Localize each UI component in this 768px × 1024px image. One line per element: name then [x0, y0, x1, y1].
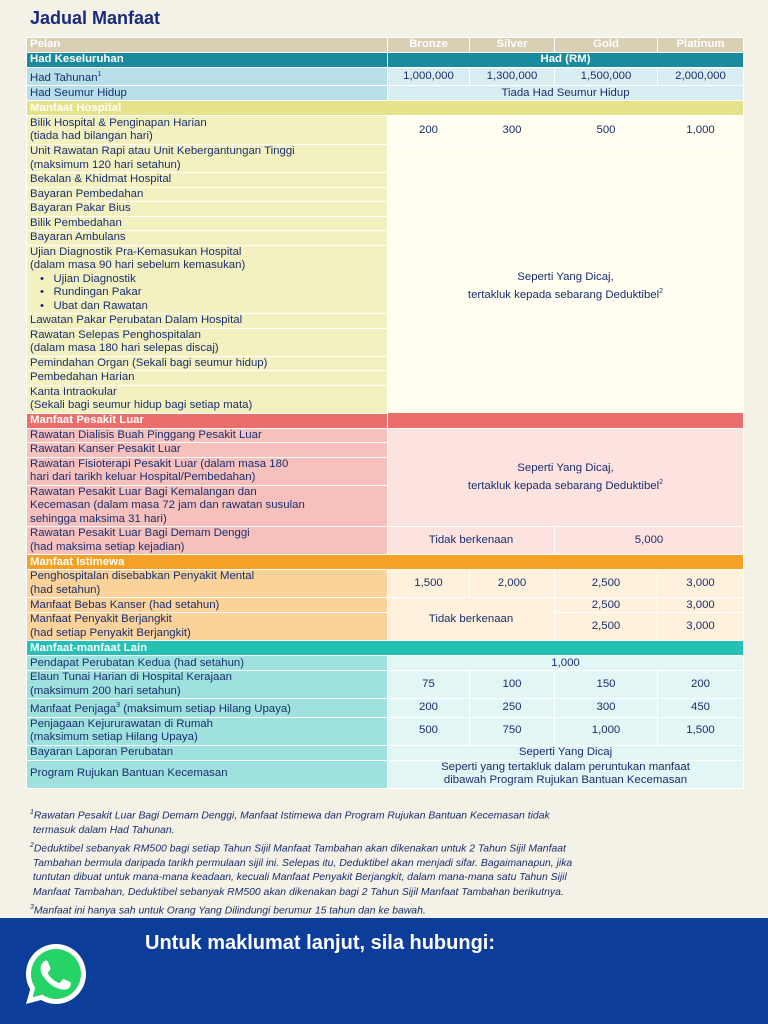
annual-limit-gold: 1,500,000	[555, 68, 658, 86]
mental-illness-gold: 2,500	[555, 570, 658, 598]
dengue-label: Rawatan Pesakit Luar Bagi Demam Denggi (had maksima setiap kejadian)	[27, 527, 388, 555]
organ-transplant-label: Pemindahan Organ (Sekali bagi seumur hidup)	[27, 356, 388, 371]
table-row	[27, 145, 744, 173]
header-gold: Gold	[555, 38, 658, 53]
table-row	[27, 86, 744, 101]
dengue-not-applicable: Tidak berkenaan	[388, 527, 555, 555]
post-hospital-label: Rawatan Selepas Penghospitalan (dalam masa 180 hari selepas discaj)	[27, 328, 388, 356]
physiotherapy-label: Rawatan Fisioterapi Pesakit Luar (dalam masa 180 hari dari tarikh keluar Hospital/Pembedahan)	[27, 457, 388, 485]
medical-report-label: Bayaran Laporan Perubatan	[27, 745, 388, 760]
table-row	[27, 699, 744, 717]
table-row	[27, 613, 744, 641]
section-overall-title: Had Keseluruhan	[27, 53, 388, 68]
operating-theatre-label: Bilik Pembedahan	[27, 216, 388, 231]
emergency-assistance-label: Program Rujukan Bantuan Kecemasan	[27, 760, 388, 788]
header-bronze: Bronze	[388, 38, 470, 53]
mental-illness-label: Penghospitalan disebabkan Penyakit Mental (had setahun)	[27, 570, 388, 598]
gov-hospital-cash-gold: 150	[555, 671, 658, 699]
special-not-applicable: Tidak berkenaan	[388, 598, 555, 641]
room-board-silver: 300	[470, 116, 555, 145]
intraocular-lens-label: Kanta Intraokular (Sekali bagi seumur hidup bagi setiap mata)	[27, 385, 388, 413]
infectious-disease-platinum: 3,000	[658, 613, 744, 641]
header-plan: Pelan	[27, 38, 388, 53]
gov-hospital-cash-bronze: 75	[388, 671, 470, 699]
bullet-item: • Rundingan Pakar	[40, 286, 142, 299]
dengue-value: 5,000	[555, 527, 744, 555]
hospital-as-charged: Seperti Yang Dicaj, tertakluk kepada sebarang Deduktibel$^2$	[388, 145, 744, 429]
hospital-supplies-label: Bekalan & Khidmat Hospital	[27, 173, 388, 188]
home-nursing-silver: 750	[470, 717, 555, 745]
section-hospital-title: Manfaat Hospital	[27, 101, 744, 116]
table-row	[27, 68, 744, 86]
page-title: Jadual Manfaat	[30, 8, 161, 28]
caregiver-bronze: 200	[388, 699, 470, 717]
gov-hospital-cash-platinum: 200	[658, 671, 744, 699]
table-row	[27, 570, 744, 598]
day-surgery-label: Pembedahan Harian	[27, 371, 388, 386]
dialysis-label: Rawatan Dialisis Buah Pinggang Pesakit Luar	[27, 428, 388, 443]
pre-admission-label: Ujian Diagnostik Pra-Kemasukan Hospital (dalam masa 90 hari sebelum kemasukan) • Ujian Diagnostik • Rundingan Pakar • Ubat dan Rawatan	[27, 245, 388, 314]
specialist-visit-label: Lawatan Pakar Perubatan Dalam Hospital	[27, 314, 388, 329]
annual-limit-label: Had Tahunan$^1$	[27, 68, 388, 86]
section-outpatient-title: Manfaat Pesakit Luar	[27, 413, 744, 428]
section-outpatient	[27, 413, 744, 428]
table-row	[27, 428, 744, 443]
footnote-1: $^1$Rawatan Pesakit Luar Bagi Demam Denggi, Manfaat Istimewa dan Program Rujukan Bantuan Kecemasan tidak	[30, 809, 550, 822]
table-row	[27, 116, 744, 145]
emergency-assistance-value: Seperti yang tertakluk dalam peruntukan manfaat dibawah Program Rujukan Bantuan Kecemasan	[388, 760, 744, 788]
accident-emergency-label: Rawatan Pesakit Luar Bagi Kemalangan dan Kecemasan (dalam masa 72 jam dan rawatan susulan sehingga maksima 31 hari)	[27, 485, 388, 527]
cancer-free-label: Manfaat Bebas Kanser (had setahun)	[27, 598, 388, 613]
table-row	[27, 760, 744, 788]
anaesthetist-fee-label: Bayaran Pakar Bius	[27, 202, 388, 217]
gov-hospital-cash-silver: 100	[470, 671, 555, 699]
mental-illness-silver: 2,000	[470, 570, 555, 598]
caregiver-platinum: 450	[658, 699, 744, 717]
caregiver-gold: 300	[555, 699, 658, 717]
lifetime-limit-label: Had Seumur Hidup	[27, 86, 388, 101]
infectious-disease-label: Manfaat Penyakit Berjangkit (had setiap Penyakit Berjangkit)	[27, 613, 388, 641]
section-hospital	[27, 101, 744, 116]
table-row	[27, 671, 744, 699]
section-other-title: Manfaat-manfaat Lain	[27, 641, 744, 656]
whatsapp-icon[interactable]	[22, 940, 90, 1008]
infectious-disease-gold: 2,500	[555, 613, 658, 641]
home-nursing-gold: 1,000	[555, 717, 658, 745]
section-special	[27, 555, 744, 570]
table-header-row	[27, 38, 744, 53]
second-opinion-value: 1,000	[388, 656, 744, 671]
caregiver-silver: 250	[470, 699, 555, 717]
footnote-2: $^2$Deduktibel sebanyak RM500 bagi setiap Tahun Sijil Manfaat Tambahan akan dikenakan untuk 2 Tahun Sijil Manfaat	[30, 841, 566, 855]
lifetime-limit-value: Tiada Had Seumur Hidup	[388, 86, 744, 101]
section-overall	[27, 53, 744, 68]
table-row	[27, 656, 744, 671]
contact-text: Untuk maklumat lanjut, sila hubungi:	[145, 932, 496, 954]
footnote-3: $^3$Manfaat ini hanya sah untuk Orang Yang Dilindungi berumur 15 tahun dan ke bawah.	[30, 903, 426, 916]
table-row	[27, 527, 744, 555]
table-row	[27, 598, 744, 613]
annual-limit-bronze: 1,000,000	[388, 68, 470, 86]
annual-limit-silver: 1,300,000	[470, 68, 555, 86]
contact-banner	[0, 918, 768, 1024]
room-board-label: Bilik Hospital & Penginapan Harian (tiada had bilangan hari)	[27, 116, 388, 145]
surgery-fee-label: Bayaran Pembedahan	[27, 187, 388, 202]
ambulance-fee-label: Bayaran Ambulans	[27, 231, 388, 246]
annual-limit-platinum: 2,000,000	[658, 68, 744, 86]
icu-label: Unit Rawatan Rapi atau Unit Kebergantungan Tinggi (maksimum 120 hari setahun)	[27, 145, 388, 173]
home-nursing-label: Penjagaan Kejururawatan di Rumah (maksimum setiap Hilang Upaya)	[27, 717, 388, 745]
footnotes: $^1$Rawatan Pesakit Luar Bagi Demam Denggi, Manfaat Istimewa dan Program Rujukan Bantuan Kecemasan tidak termasuk dalam Had Tahunan. $^2$Deduktibel sebanyak RM500 bagi setiap Tahun Sijil Manfaat Tambahan akan dikenakan untuk 2 Tahun Sijil Manfaat Tambahan bermula daripada tarikh permulaan sijil ini. Selepas itu, Deduktibel akan menjadi sifar. Bagaimanapun, jika tuntutan dibuat untuk mana-mana keadaan, kecuali Manfaat Penyakit Berjangkit, dalam mana-mana satu Tahun Sijil Manfaat Tambahan, Deduktibel sebanyak RM500 akan dikenakan bagi 2 Tahun Sijil Manfaat Tambahan berikutnya. $^3$Manfaat ini hanya sah untuk Orang Yang Dilindungi berumur 15 tahun dan ke bawah.	[30, 806, 730, 919]
mental-illness-platinum: 3,000	[658, 570, 744, 598]
table-row	[27, 745, 744, 760]
outpatient-as-charged: Seperti Yang Dicaj, tertakluk kepada sebarang Deduktibel$^2$	[388, 428, 744, 527]
section-other	[27, 641, 744, 656]
limit-unit-label: Had (RM)	[388, 53, 744, 68]
gov-hospital-cash-label: Elaun Tunai Harian di Hospital Kerajaan (maksimum 200 hari setahun)	[27, 671, 388, 699]
room-board-bronze: 200	[388, 116, 470, 145]
table-row	[27, 717, 744, 745]
cancer-treatment-label: Rawatan Kanser Pesakit Luar	[27, 443, 388, 458]
cancer-free-gold: 2,500	[555, 598, 658, 613]
second-opinion-label: Pendapat Perubatan Kedua (had setahun)	[27, 656, 388, 671]
caregiver-label: Manfaat Penjaga$^3$ (maksimum setiap Hilang Upaya)	[27, 699, 388, 717]
room-board-gold: 500	[555, 116, 658, 145]
header-platinum: Platinum	[658, 38, 744, 53]
header-silver: Silver	[470, 38, 555, 53]
mental-illness-bronze: 1,500	[388, 570, 470, 598]
benefits-table	[26, 37, 744, 789]
section-special-title: Manfaat Istimewa	[27, 555, 744, 570]
bullet-item: • Ujian Diagnostik	[40, 272, 136, 285]
home-nursing-platinum: 1,500	[658, 717, 744, 745]
room-board-platinum: 1,000	[658, 116, 744, 145]
cancer-free-platinum: 3,000	[658, 598, 744, 613]
home-nursing-bronze: 500	[388, 717, 470, 745]
medical-report-value: Seperti Yang Dicaj	[388, 745, 744, 760]
bullet-item: • Ubat dan Rawatan	[40, 299, 148, 312]
